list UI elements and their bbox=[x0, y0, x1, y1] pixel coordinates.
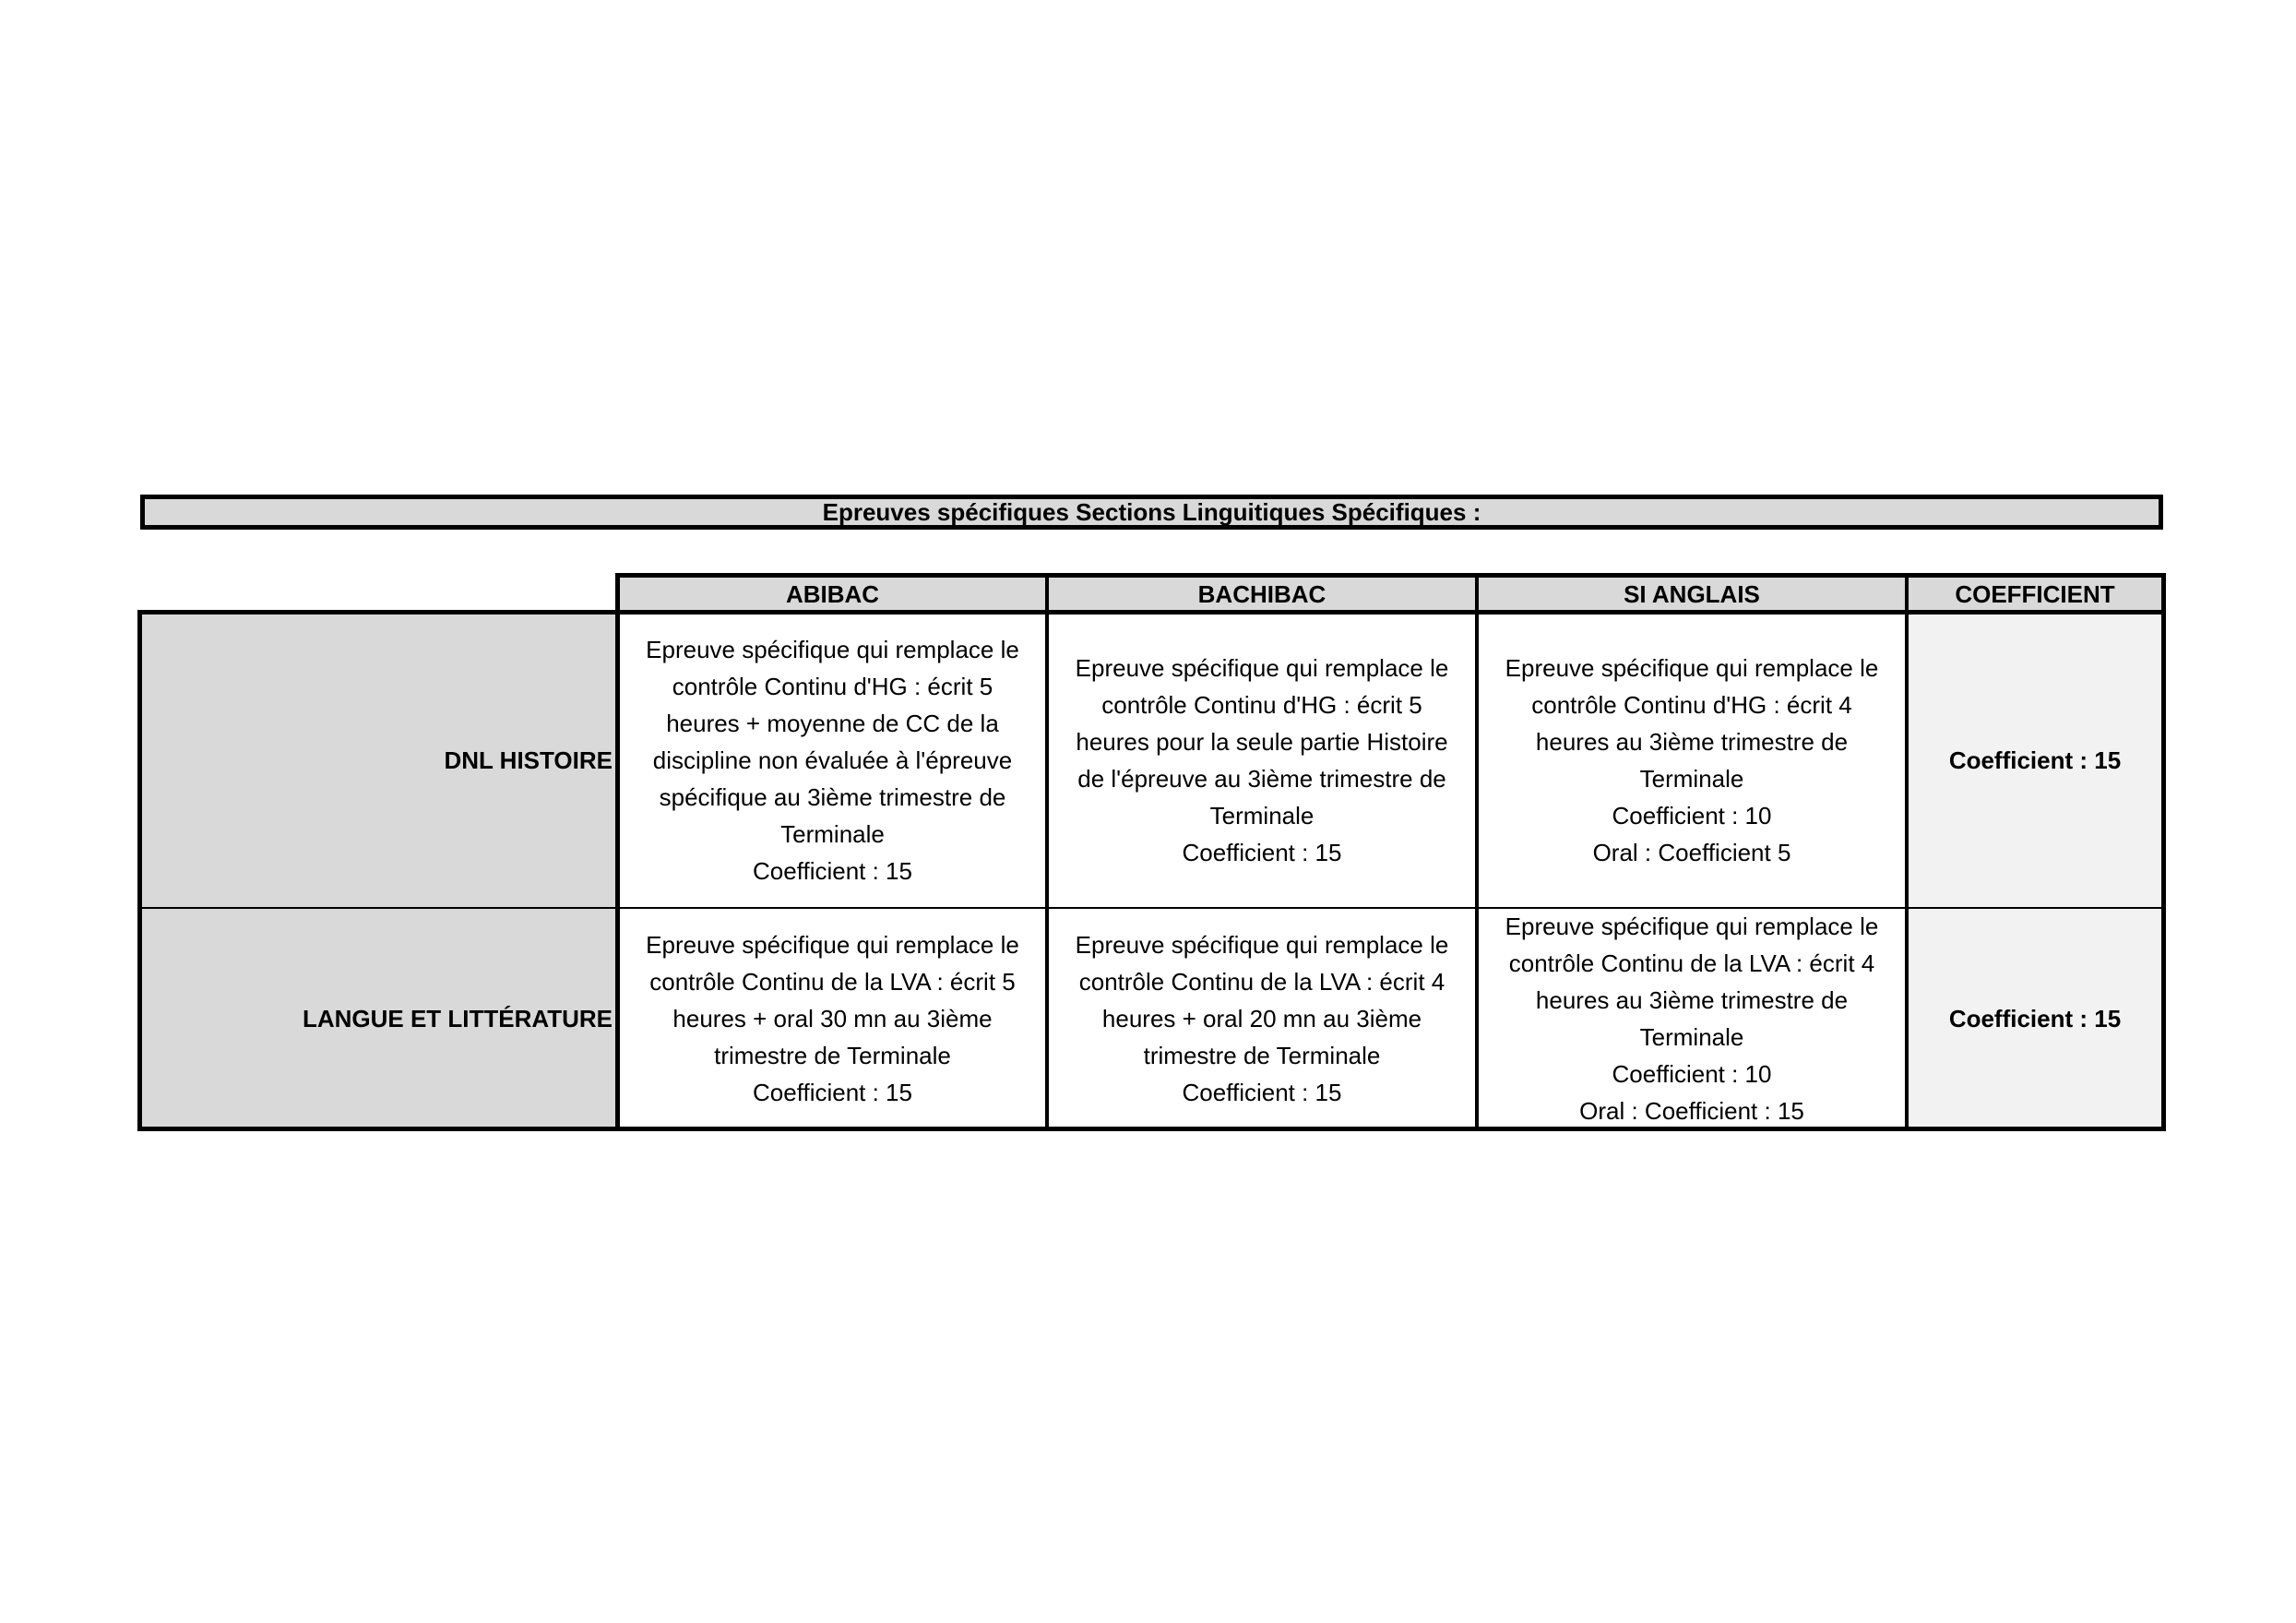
column-header-label: COEFFICIENT bbox=[1955, 580, 2115, 608]
border-body-top bbox=[137, 610, 2166, 615]
border-row-divider bbox=[140, 907, 2163, 909]
cell-line: Oral : Coefficient : 15 bbox=[1579, 1097, 1804, 1125]
border-right bbox=[2161, 573, 2166, 1131]
border-v2 bbox=[1045, 573, 1049, 1131]
cell-langue-abibac bbox=[618, 908, 1047, 1129]
cell-line: Terminale bbox=[1639, 1023, 1744, 1051]
coefficient-value: Coefficient : 15 bbox=[1948, 1005, 2122, 1032]
cell-line: Coefficient : 15 bbox=[1182, 839, 1342, 866]
coefficient-value: Coefficient : 15 bbox=[1948, 746, 2122, 774]
cell-line: heures + moyenne de CC de la bbox=[666, 710, 999, 737]
cell-line: heures au 3ième trimestre de bbox=[1535, 986, 1849, 1014]
column-header-label: BACHIBAC bbox=[1197, 580, 1326, 608]
cell-line: trimestre de Terminale bbox=[714, 1042, 951, 1069]
cell-line: Coefficient : 10 bbox=[1612, 1060, 1772, 1088]
border-v4 bbox=[1905, 573, 1909, 1131]
cell-line: de l'épreuve au 3ième trimestre de bbox=[1077, 765, 1446, 793]
cell-line: Coefficient : 15 bbox=[753, 857, 912, 885]
cell-line: Epreuve spécifique qui remplace le bbox=[646, 636, 1019, 663]
table-title-text: Epreuves spécifiques Sections Linguitiques Spécifiques : bbox=[822, 497, 1481, 526]
cell-line: heures pour la seule partie Histoire bbox=[1076, 728, 1448, 756]
cell-line: trimestre de Terminale bbox=[1143, 1042, 1381, 1069]
cell-line: Terminale bbox=[1639, 765, 1744, 793]
row-header-label: DNL HISTOIRE bbox=[444, 746, 613, 774]
cell-dnl-histoire-abibac bbox=[618, 613, 1047, 908]
cell-line: Coefficient : 15 bbox=[753, 1079, 912, 1106]
border-v3 bbox=[1475, 573, 1479, 1131]
border-left bbox=[137, 610, 142, 1131]
cell-line: contrôle Continu d'HG : écrit 5 bbox=[672, 673, 993, 700]
cell-line: contrôle Continu de la LVA : écrit 4 bbox=[1508, 949, 1875, 977]
cell-dnl-histoire-si-anglais bbox=[1477, 613, 1907, 908]
cell-dnl-histoire-bachibac bbox=[1047, 613, 1477, 908]
cell-line: Coefficient : 15 bbox=[1182, 1079, 1342, 1106]
cell-line: Epreuve spécifique qui remplace le bbox=[646, 931, 1019, 959]
cell-line: contrôle Continu de la LVA : écrit 5 bbox=[649, 968, 1016, 996]
cell-line: Epreuve spécifique qui remplace le bbox=[1075, 654, 1449, 682]
column-header-abibac bbox=[618, 576, 1047, 613]
row-header-dnl-histoire bbox=[140, 613, 618, 908]
cell-langue-si-anglais bbox=[1477, 908, 1907, 1129]
cell-langue-coefficient bbox=[1907, 908, 2163, 1129]
cell-line: Epreuve spécifique qui remplace le bbox=[1075, 931, 1449, 959]
row-header-langue-et-litterature bbox=[140, 908, 618, 1129]
border-v1 bbox=[615, 573, 620, 1131]
cell-line: heures + oral 30 mn au 3ième bbox=[672, 1005, 993, 1032]
column-header-bachibac bbox=[1047, 576, 1477, 613]
cell-line: contrôle Continu de la LVA : écrit 4 bbox=[1078, 968, 1445, 996]
column-header-si-anglais bbox=[1477, 576, 1907, 613]
border-body-bottom bbox=[137, 1127, 2166, 1131]
row-header-label: LANGUE ET LITTÉRATURE bbox=[302, 1005, 613, 1032]
column-header-label: ABIBAC bbox=[785, 580, 880, 608]
cell-line: heures au 3ième trimestre de bbox=[1535, 728, 1849, 756]
cell-line: heures + oral 20 mn au 3ième bbox=[1101, 1005, 1422, 1032]
cell-line: contrôle Continu d'HG : écrit 4 bbox=[1531, 691, 1852, 719]
cell-line: Terminale bbox=[1209, 802, 1315, 829]
border-header-top bbox=[615, 573, 2166, 578]
cell-line: Oral : Coefficient 5 bbox=[1592, 839, 1791, 866]
cell-dnl-histoire-coefficient bbox=[1907, 613, 2163, 908]
column-header-coefficient bbox=[1907, 576, 2163, 613]
cell-line: Terminale bbox=[780, 820, 885, 848]
cell-line: Coefficient : 10 bbox=[1612, 802, 1772, 829]
cell-line: contrôle Continu d'HG : écrit 5 bbox=[1101, 691, 1422, 719]
cell-line: Epreuve spécifique qui remplace le bbox=[1505, 913, 1879, 940]
cell-line: Epreuve spécifique qui remplace le bbox=[1505, 654, 1879, 682]
column-header-label: SI ANGLAIS bbox=[1624, 580, 1760, 608]
cell-line: discipline non évaluée à l'épreuve bbox=[652, 746, 1013, 774]
cell-line: spécifique au 3ième trimestre de bbox=[659, 783, 1006, 811]
cell-langue-bachibac bbox=[1047, 908, 1477, 1129]
